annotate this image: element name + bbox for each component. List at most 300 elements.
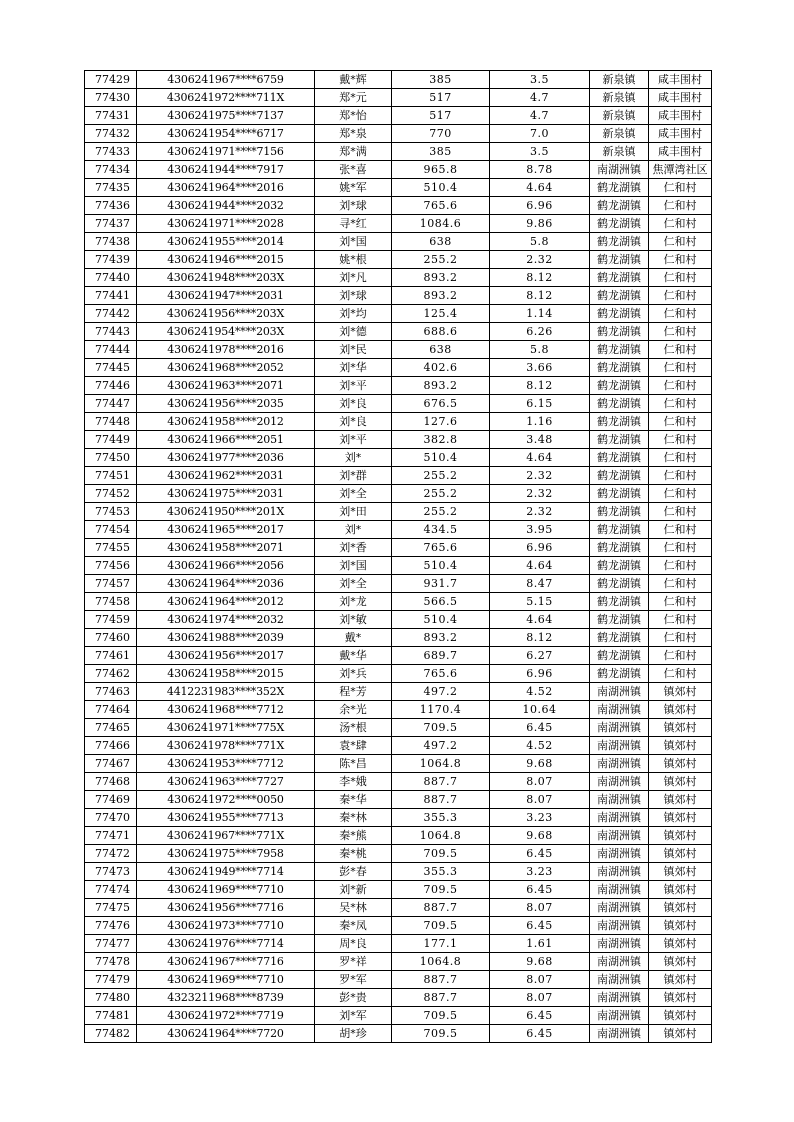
cell-name: 秦*林 [315, 809, 392, 827]
cell-serial: 77459 [85, 611, 137, 629]
table-row [85, 431, 712, 449]
cell-amount: 510.4 [392, 449, 490, 467]
table-row [85, 251, 712, 269]
cell-area: 4.52 [490, 683, 590, 701]
cell-area: 4.64 [490, 449, 590, 467]
cell-town: 南湖洲镇 [590, 899, 649, 917]
cell-id-number: 4306241963****2071 [137, 377, 315, 395]
cell-name: 刘*兵 [315, 665, 392, 683]
table-row [85, 413, 712, 431]
cell-name: 郑*满 [315, 143, 392, 161]
cell-village: 仁和村 [649, 503, 712, 521]
cell-village: 镇郊村 [649, 1007, 712, 1025]
cell-serial: 77473 [85, 863, 137, 881]
cell-area: 6.26 [490, 323, 590, 341]
table-row [85, 791, 712, 809]
cell-name: 刘*香 [315, 539, 392, 557]
cell-area: 8.07 [490, 971, 590, 989]
cell-town: 鹤龙湖镇 [590, 413, 649, 431]
cell-amount: 1064.8 [392, 953, 490, 971]
cell-town: 鹤龙湖镇 [590, 665, 649, 683]
cell-amount: 255.2 [392, 467, 490, 485]
cell-area: 3.23 [490, 809, 590, 827]
table-row [85, 1007, 712, 1025]
cell-town: 鹤龙湖镇 [590, 467, 649, 485]
cell-area: 2.32 [490, 251, 590, 269]
cell-area: 6.96 [490, 665, 590, 683]
cell-id-number: 4306241955****7713 [137, 809, 315, 827]
cell-serial: 77468 [85, 773, 137, 791]
cell-town: 鹤龙湖镇 [590, 395, 649, 413]
cell-id-number: 4306241975****7137 [137, 107, 315, 125]
cell-serial: 77448 [85, 413, 137, 431]
cell-amount: 385 [392, 71, 490, 89]
cell-area: 3.23 [490, 863, 590, 881]
cell-name: 刘*新 [315, 881, 392, 899]
cell-id-number: 4306241963****7727 [137, 773, 315, 791]
cell-town: 南湖洲镇 [590, 953, 649, 971]
cell-id-number: 4306241988****2039 [137, 629, 315, 647]
cell-id-number: 4306241964****2012 [137, 593, 315, 611]
cell-village: 仁和村 [649, 593, 712, 611]
cell-area: 4.64 [490, 611, 590, 629]
table-row [85, 485, 712, 503]
cell-id-number: 4306241964****7720 [137, 1025, 315, 1043]
cell-id-number: 4306241971****2028 [137, 215, 315, 233]
cell-serial: 77429 [85, 71, 137, 89]
cell-town: 南湖洲镇 [590, 971, 649, 989]
cell-id-number: 4306241975****7958 [137, 845, 315, 863]
table-row [85, 809, 712, 827]
cell-id-number: 4306241948****203X [137, 269, 315, 287]
cell-town: 新泉镇 [590, 107, 649, 125]
cell-amount: 177.1 [392, 935, 490, 953]
cell-area: 5.8 [490, 341, 590, 359]
cell-amount: 385 [392, 143, 490, 161]
cell-name: 郑*元 [315, 89, 392, 107]
cell-village: 咸丰围村 [649, 143, 712, 161]
cell-amount: 893.2 [392, 629, 490, 647]
table-row [85, 521, 712, 539]
cell-id-number: 4306241958****2071 [137, 539, 315, 557]
cell-village: 仁和村 [649, 575, 712, 593]
cell-village: 镇郊村 [649, 1025, 712, 1043]
cell-village: 仁和村 [649, 629, 712, 647]
cell-id-number: 4306241950****201X [137, 503, 315, 521]
table-row [85, 323, 712, 341]
cell-area: 10.64 [490, 701, 590, 719]
cell-id-number: 4306241956****7716 [137, 899, 315, 917]
cell-serial: 77454 [85, 521, 137, 539]
cell-village: 镇郊村 [649, 683, 712, 701]
cell-area: 8.12 [490, 269, 590, 287]
cell-name: 秦*华 [315, 791, 392, 809]
cell-name: 寻*红 [315, 215, 392, 233]
table-row [85, 305, 712, 323]
cell-village: 镇郊村 [649, 863, 712, 881]
cell-area: 9.68 [490, 827, 590, 845]
table-row [85, 827, 712, 845]
cell-town: 鹤龙湖镇 [590, 557, 649, 575]
table-row [85, 953, 712, 971]
table-row [85, 503, 712, 521]
cell-town: 鹤龙湖镇 [590, 233, 649, 251]
cell-area: 2.32 [490, 485, 590, 503]
cell-village: 咸丰围村 [649, 89, 712, 107]
cell-id-number: 4306241967****771X [137, 827, 315, 845]
cell-village: 镇郊村 [649, 881, 712, 899]
cell-id-number: 4306241972****7719 [137, 1007, 315, 1025]
table-row [85, 701, 712, 719]
cell-town: 鹤龙湖镇 [590, 197, 649, 215]
table-row [85, 935, 712, 953]
cell-amount: 517 [392, 89, 490, 107]
cell-id-number: 4306241955****2014 [137, 233, 315, 251]
cell-serial: 77475 [85, 899, 137, 917]
table-row [85, 575, 712, 593]
cell-town: 南湖洲镇 [590, 917, 649, 935]
cell-village: 镇郊村 [649, 737, 712, 755]
cell-area: 4.52 [490, 737, 590, 755]
cell-id-number: 4306241977****2036 [137, 449, 315, 467]
table-row [85, 917, 712, 935]
cell-amount: 931.7 [392, 575, 490, 593]
cell-village: 仁和村 [649, 395, 712, 413]
cell-village: 镇郊村 [649, 791, 712, 809]
cell-name: 郑*泉 [315, 125, 392, 143]
cell-amount: 497.2 [392, 683, 490, 701]
cell-village: 仁和村 [649, 359, 712, 377]
cell-town: 南湖洲镇 [590, 1007, 649, 1025]
cell-town: 南湖洲镇 [590, 719, 649, 737]
cell-id-number: 4306241978****771X [137, 737, 315, 755]
cell-area: 5.8 [490, 233, 590, 251]
cell-id-number: 4306241966****2056 [137, 557, 315, 575]
cell-village: 镇郊村 [649, 917, 712, 935]
cell-amount: 1064.8 [392, 755, 490, 773]
cell-amount: 510.4 [392, 179, 490, 197]
cell-amount: 709.5 [392, 845, 490, 863]
table-row [85, 341, 712, 359]
table-row [85, 719, 712, 737]
cell-serial: 77445 [85, 359, 137, 377]
cell-serial: 77480 [85, 989, 137, 1007]
cell-town: 鹤龙湖镇 [590, 647, 649, 665]
cell-area: 3.5 [490, 143, 590, 161]
cell-id-number: 4306241946****2015 [137, 251, 315, 269]
table-row [85, 215, 712, 233]
cell-name: 刘*球 [315, 197, 392, 215]
cell-serial: 77474 [85, 881, 137, 899]
cell-id-number: 4306241958****2015 [137, 665, 315, 683]
document-page [84, 70, 711, 1043]
cell-amount: 355.3 [392, 863, 490, 881]
cell-area: 6.45 [490, 845, 590, 863]
cell-area: 8.12 [490, 377, 590, 395]
table-row [85, 143, 712, 161]
cell-serial: 77477 [85, 935, 137, 953]
cell-area: 2.32 [490, 467, 590, 485]
cell-village: 仁和村 [649, 287, 712, 305]
cell-village: 仁和村 [649, 377, 712, 395]
cell-area: 8.12 [490, 287, 590, 305]
cell-name: 周*良 [315, 935, 392, 953]
cell-area: 8.07 [490, 791, 590, 809]
cell-name: 刘*国 [315, 557, 392, 575]
cell-town: 南湖洲镇 [590, 809, 649, 827]
cell-serial: 77482 [85, 1025, 137, 1043]
cell-town: 鹤龙湖镇 [590, 377, 649, 395]
cell-amount: 689.7 [392, 647, 490, 665]
cell-name: 刘*敏 [315, 611, 392, 629]
cell-id-number: 4306241956****2017 [137, 647, 315, 665]
table-row [85, 395, 712, 413]
table-row [85, 881, 712, 899]
cell-serial: 77457 [85, 575, 137, 593]
cell-amount: 1084.6 [392, 215, 490, 233]
cell-id-number: 4306241966****2051 [137, 431, 315, 449]
table-row [85, 233, 712, 251]
cell-id-number: 4306241978****2016 [137, 341, 315, 359]
cell-amount: 1170.4 [392, 701, 490, 719]
cell-village: 仁和村 [649, 539, 712, 557]
cell-name: 刘*平 [315, 377, 392, 395]
cell-serial: 77439 [85, 251, 137, 269]
cell-town: 南湖洲镇 [590, 989, 649, 1007]
table-row [85, 845, 712, 863]
table-row [85, 611, 712, 629]
cell-town: 鹤龙湖镇 [590, 431, 649, 449]
cell-amount: 765.6 [392, 197, 490, 215]
cell-town: 鹤龙湖镇 [590, 215, 649, 233]
cell-amount: 510.4 [392, 611, 490, 629]
table-row [85, 737, 712, 755]
cell-area: 1.61 [490, 935, 590, 953]
cell-serial: 77434 [85, 161, 137, 179]
cell-town: 南湖洲镇 [590, 683, 649, 701]
cell-village: 仁和村 [649, 197, 712, 215]
cell-name: 刘*华 [315, 359, 392, 377]
cell-serial: 77476 [85, 917, 137, 935]
cell-name: 程*芳 [315, 683, 392, 701]
cell-serial: 77443 [85, 323, 137, 341]
cell-amount: 709.5 [392, 881, 490, 899]
cell-id-number: 4306241944****7917 [137, 161, 315, 179]
cell-serial: 77481 [85, 1007, 137, 1025]
cell-village: 镇郊村 [649, 845, 712, 863]
cell-amount: 402.6 [392, 359, 490, 377]
cell-serial: 77450 [85, 449, 137, 467]
cell-name: 刘*均 [315, 305, 392, 323]
cell-amount: 765.6 [392, 539, 490, 557]
table-row [85, 269, 712, 287]
cell-name: 陈*昌 [315, 755, 392, 773]
cell-name: 刘*凡 [315, 269, 392, 287]
cell-area: 6.96 [490, 539, 590, 557]
cell-id-number: 4306241947****2031 [137, 287, 315, 305]
cell-village: 仁和村 [649, 611, 712, 629]
cell-amount: 497.2 [392, 737, 490, 755]
cell-serial: 77433 [85, 143, 137, 161]
cell-area: 8.07 [490, 989, 590, 1007]
cell-amount: 887.7 [392, 773, 490, 791]
cell-town: 南湖洲镇 [590, 863, 649, 881]
cell-name: 刘*军 [315, 1007, 392, 1025]
cell-village: 仁和村 [649, 647, 712, 665]
cell-id-number: 4306241967****7716 [137, 953, 315, 971]
cell-amount: 1064.8 [392, 827, 490, 845]
cell-id-number: 4306241964****2036 [137, 575, 315, 593]
cell-amount: 382.8 [392, 431, 490, 449]
cell-town: 鹤龙湖镇 [590, 359, 649, 377]
cell-id-number: 4306241974****2032 [137, 611, 315, 629]
cell-village: 仁和村 [649, 431, 712, 449]
cell-village: 仁和村 [649, 269, 712, 287]
cell-name: 余*光 [315, 701, 392, 719]
cell-serial: 77460 [85, 629, 137, 647]
cell-id-number: 4306241971****775X [137, 719, 315, 737]
cell-amount: 893.2 [392, 287, 490, 305]
cell-id-number: 4306241958****2012 [137, 413, 315, 431]
cell-town: 鹤龙湖镇 [590, 521, 649, 539]
cell-serial: 77446 [85, 377, 137, 395]
cell-town: 鹤龙湖镇 [590, 449, 649, 467]
cell-serial: 77436 [85, 197, 137, 215]
table-row [85, 107, 712, 125]
cell-town: 南湖洲镇 [590, 755, 649, 773]
cell-town: 新泉镇 [590, 89, 649, 107]
cell-name: 刘*全 [315, 575, 392, 593]
cell-id-number: 4306241968****2052 [137, 359, 315, 377]
cell-village: 焦潭湾社区 [649, 161, 712, 179]
cell-serial: 77437 [85, 215, 137, 233]
cell-amount: 676.5 [392, 395, 490, 413]
cell-serial: 77478 [85, 953, 137, 971]
cell-serial: 77431 [85, 107, 137, 125]
cell-amount: 566.5 [392, 593, 490, 611]
cell-name: 彭*贵 [315, 989, 392, 1007]
cell-town: 南湖洲镇 [590, 1025, 649, 1043]
cell-amount: 887.7 [392, 899, 490, 917]
table-row [85, 683, 712, 701]
cell-name: 刘*球 [315, 287, 392, 305]
cell-town: 新泉镇 [590, 71, 649, 89]
table-row [85, 449, 712, 467]
cell-town: 南湖洲镇 [590, 827, 649, 845]
cell-amount: 434.5 [392, 521, 490, 539]
cell-village: 仁和村 [649, 179, 712, 197]
cell-amount: 709.5 [392, 719, 490, 737]
cell-area: 9.68 [490, 953, 590, 971]
cell-town: 南湖洲镇 [590, 701, 649, 719]
cell-village: 镇郊村 [649, 971, 712, 989]
cell-id-number: 4323211968****8739 [137, 989, 315, 1007]
cell-name: 刘*国 [315, 233, 392, 251]
cell-area: 8.47 [490, 575, 590, 593]
cell-serial: 77469 [85, 791, 137, 809]
cell-village: 仁和村 [649, 251, 712, 269]
data-table [84, 70, 712, 1043]
cell-area: 7.0 [490, 125, 590, 143]
cell-area: 3.5 [490, 71, 590, 89]
cell-amount: 125.4 [392, 305, 490, 323]
cell-id-number: 4306241969****7710 [137, 881, 315, 899]
cell-amount: 709.5 [392, 1007, 490, 1025]
cell-area: 8.12 [490, 629, 590, 647]
cell-id-number: 4306241976****7714 [137, 935, 315, 953]
cell-id-number: 4306241954****203X [137, 323, 315, 341]
cell-village: 仁和村 [649, 449, 712, 467]
table-body [85, 71, 712, 1043]
cell-area: 3.95 [490, 521, 590, 539]
cell-village: 仁和村 [649, 485, 712, 503]
cell-serial: 77453 [85, 503, 137, 521]
cell-name: 吴*林 [315, 899, 392, 917]
cell-area: 6.45 [490, 719, 590, 737]
table-row [85, 989, 712, 1007]
cell-town: 鹤龙湖镇 [590, 485, 649, 503]
cell-name: 刘* [315, 449, 392, 467]
cell-town: 南湖洲镇 [590, 845, 649, 863]
table-row [85, 665, 712, 683]
cell-village: 仁和村 [649, 467, 712, 485]
cell-village: 仁和村 [649, 233, 712, 251]
cell-name: 戴* [315, 629, 392, 647]
table-row [85, 971, 712, 989]
cell-name: 汤*根 [315, 719, 392, 737]
cell-serial: 77438 [85, 233, 137, 251]
cell-town: 鹤龙湖镇 [590, 269, 649, 287]
cell-area: 2.32 [490, 503, 590, 521]
cell-town: 鹤龙湖镇 [590, 539, 649, 557]
cell-area: 9.68 [490, 755, 590, 773]
cell-village: 镇郊村 [649, 755, 712, 773]
table-row [85, 773, 712, 791]
cell-serial: 77458 [85, 593, 137, 611]
cell-serial: 77472 [85, 845, 137, 863]
cell-id-number: 4306241944****2032 [137, 197, 315, 215]
cell-town: 鹤龙湖镇 [590, 251, 649, 269]
cell-amount: 638 [392, 341, 490, 359]
cell-town: 南湖洲镇 [590, 881, 649, 899]
cell-id-number: 4306241956****2035 [137, 395, 315, 413]
cell-village: 咸丰围村 [649, 71, 712, 89]
cell-area: 6.45 [490, 917, 590, 935]
table-row [85, 467, 712, 485]
cell-name: 刘*田 [315, 503, 392, 521]
cell-id-number: 4306241969****7710 [137, 971, 315, 989]
cell-village: 镇郊村 [649, 773, 712, 791]
cell-amount: 688.6 [392, 323, 490, 341]
cell-amount: 887.7 [392, 971, 490, 989]
cell-village: 仁和村 [649, 521, 712, 539]
cell-amount: 255.2 [392, 503, 490, 521]
cell-amount: 709.5 [392, 1025, 490, 1043]
cell-amount: 893.2 [392, 269, 490, 287]
cell-amount: 355.3 [392, 809, 490, 827]
cell-serial: 77435 [85, 179, 137, 197]
cell-village: 仁和村 [649, 323, 712, 341]
cell-name: 罗*祥 [315, 953, 392, 971]
cell-amount: 255.2 [392, 485, 490, 503]
cell-serial: 77470 [85, 809, 137, 827]
cell-area: 6.45 [490, 881, 590, 899]
cell-name: 秦*凤 [315, 917, 392, 935]
cell-town: 南湖洲镇 [590, 791, 649, 809]
cell-serial: 77442 [85, 305, 137, 323]
cell-name: 戴*华 [315, 647, 392, 665]
cell-town: 鹤龙湖镇 [590, 323, 649, 341]
